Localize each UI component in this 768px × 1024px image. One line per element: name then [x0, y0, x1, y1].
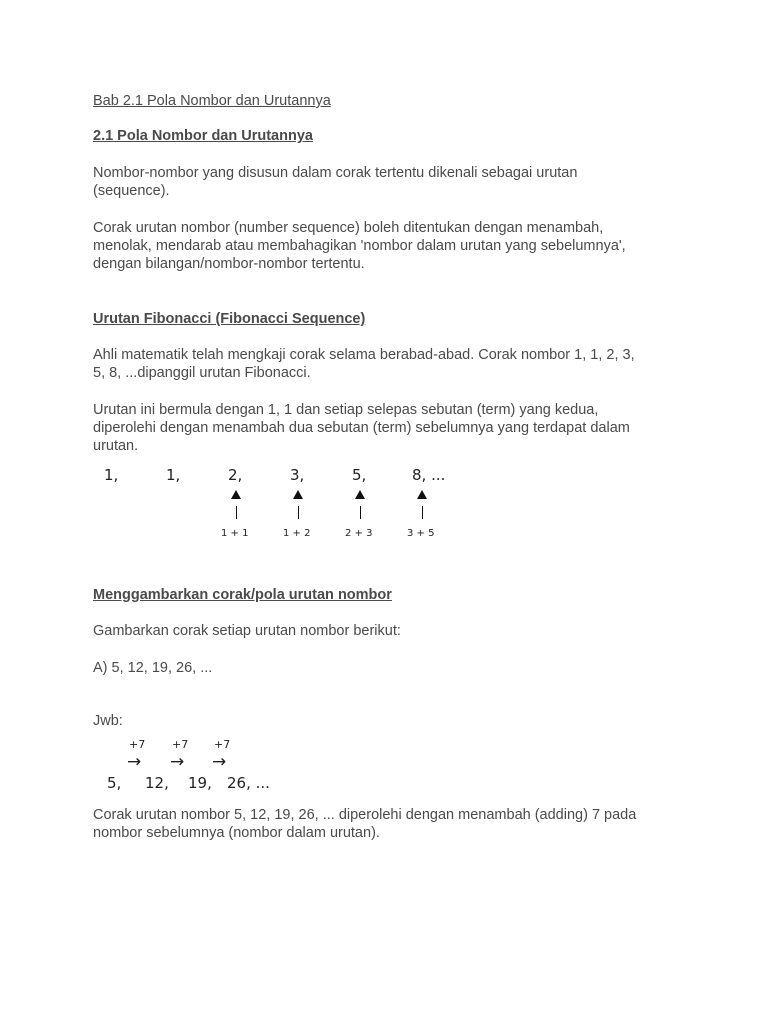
- fib-term: 8, ...: [412, 466, 446, 484]
- fib-term: 1,: [166, 466, 181, 484]
- sequence-term: 12,: [145, 774, 169, 792]
- increment-label: +7: [172, 738, 189, 751]
- definition-line-1: Corak urutan nombor (number sequence) boleh ditentukan dengan menambah,: [93, 220, 604, 236]
- fibonacci-para1-line-2: 5, 8, ...dipanggil urutan Fibonacci.: [93, 365, 311, 381]
- increment-label: +7: [214, 738, 231, 751]
- right-arrow-icon: →: [127, 752, 142, 772]
- sequence-term: 19,: [188, 774, 212, 792]
- fibonacci-para2-line-3: urutan.: [93, 438, 139, 454]
- fib-sum: 1 + 2: [283, 528, 311, 539]
- fibonacci-para1-line-1: Ahli matematik telah mengkaji corak selama berabad-abad. Corak nombor 1, 1, 2, 3,: [93, 347, 635, 363]
- up-arrow-icon: [293, 490, 303, 499]
- up-arrow-icon: [231, 490, 241, 499]
- fibonacci-heading: Urutan Fibonacci (Fibonacci Sequence): [93, 311, 366, 327]
- fibonacci-para2-line-1: Urutan ini bermula dengan 1, 1 dan setiap selepas sebutan (term) yang kedua,: [93, 402, 599, 418]
- fib-sum: 2 + 3: [345, 528, 373, 539]
- right-arrow-icon: →: [170, 752, 185, 772]
- pattern-heading: Menggambarkan corak/pola urutan nombor: [93, 587, 392, 603]
- up-arrow-icon: [355, 490, 365, 499]
- pattern-question: A) 5, 12, 19, 26, ...: [93, 660, 213, 676]
- fib-term: 3,: [290, 466, 305, 484]
- doc-title: Bab 2.1 Pola Nombor dan Urutannya: [93, 93, 331, 109]
- up-arrow-icon: [417, 490, 427, 499]
- sequence-diagram: [93, 736, 393, 796]
- fib-term: 1,: [104, 466, 119, 484]
- pattern-instruction: Gambarkan corak setiap urutan nombor berikut:: [93, 623, 401, 639]
- fib-term: 5,: [352, 466, 367, 484]
- connector-line: [422, 506, 423, 519]
- connector-line: [360, 506, 361, 519]
- connector-line: [236, 506, 237, 519]
- definition-line-3: dengan bilangan/nombor-nombor tertentu.: [93, 256, 365, 272]
- conclusion-line-2: nombor sebelumnya (nombor dalam urutan).: [93, 825, 380, 841]
- fib-sum: 3 + 5: [407, 528, 435, 539]
- answer-label: Jwb:: [93, 713, 123, 729]
- conclusion-line-1: Corak urutan nombor 5, 12, 19, 26, ... diperolehi dengan menambah (adding) 7 pada: [93, 807, 637, 823]
- sequence-term: 5,: [107, 774, 122, 792]
- increment-label: +7: [129, 738, 146, 751]
- fib-sum: 1 + 1: [221, 528, 249, 539]
- intro-line-2: (sequence).: [93, 183, 170, 199]
- intro-line-1: Nombor-nombor yang disusun dalam corak tertentu dikenali sebagai urutan: [93, 165, 578, 181]
- sequence-term: 26, ...: [227, 774, 270, 792]
- fibonacci-diagram: [93, 466, 493, 546]
- connector-line: [298, 506, 299, 519]
- fibonacci-para2-line-2: diperolehi dengan menambah dua sebutan (term) sebelumnya yang terdapat dalam: [93, 420, 630, 436]
- definition-line-2: menolak, mendarab atau membahagikan 'nombor dalam urutan yang sebelumnya',: [93, 238, 626, 254]
- section-heading: 2.1 Pola Nombor dan Urutannya: [93, 128, 313, 144]
- fib-term: 2,: [228, 466, 243, 484]
- right-arrow-icon: →: [212, 752, 227, 772]
